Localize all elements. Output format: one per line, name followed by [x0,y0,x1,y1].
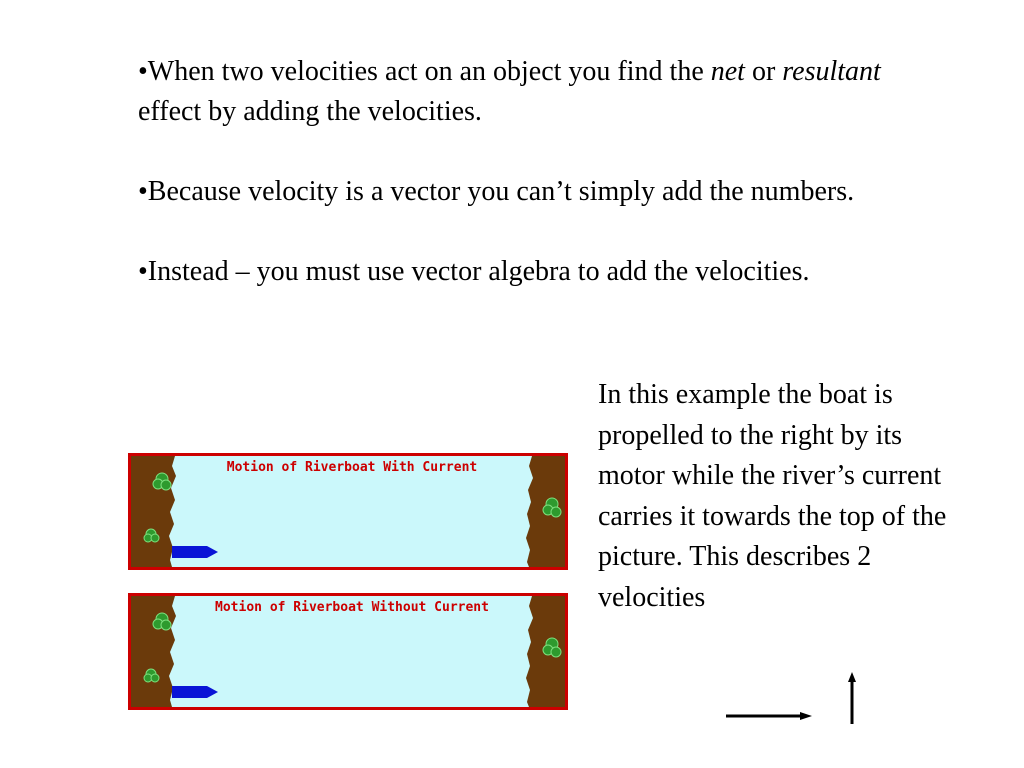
bullet-1 [138,52,898,132]
right-arrow-icon [726,712,812,720]
bullet-1-text-a: •When two velocities act on an object you find the [138,56,711,87]
riverboat-with-current-panel [128,453,568,570]
bullet-3-text: •Instead – you must use vector algebra to add the velocities. [138,256,810,287]
velocity-vectors [720,668,870,730]
bullet-3 [138,252,898,292]
riverboat-without-current-panel [128,593,568,710]
bullet-1-resultant-word: resultant [782,56,881,87]
left-bank [131,596,176,707]
up-arrow-icon [848,672,856,724]
bullet-1-text-b: or [744,56,783,87]
bullet-list [138,52,898,292]
example-description: In this example the boat is propelled to the right by its motor while the river’s current carries it towards the top of the picture. This describes 2 velocities [598,379,947,613]
boat-icon [172,546,218,558]
bullet-2-text: •Because velocity is a vector you can’t simply add the numbers. [138,176,855,207]
bullet-1-text-c: effect by adding the velocities. [138,96,482,127]
bullet-1-net-word: net [710,56,745,87]
boat-icon [172,686,218,698]
bullet-2 [138,172,898,212]
left-bank [131,456,176,567]
panel-title: Motion of Riverboat Without Current [215,600,489,615]
panel-title: Motion of Riverboat With Current [226,460,478,475]
